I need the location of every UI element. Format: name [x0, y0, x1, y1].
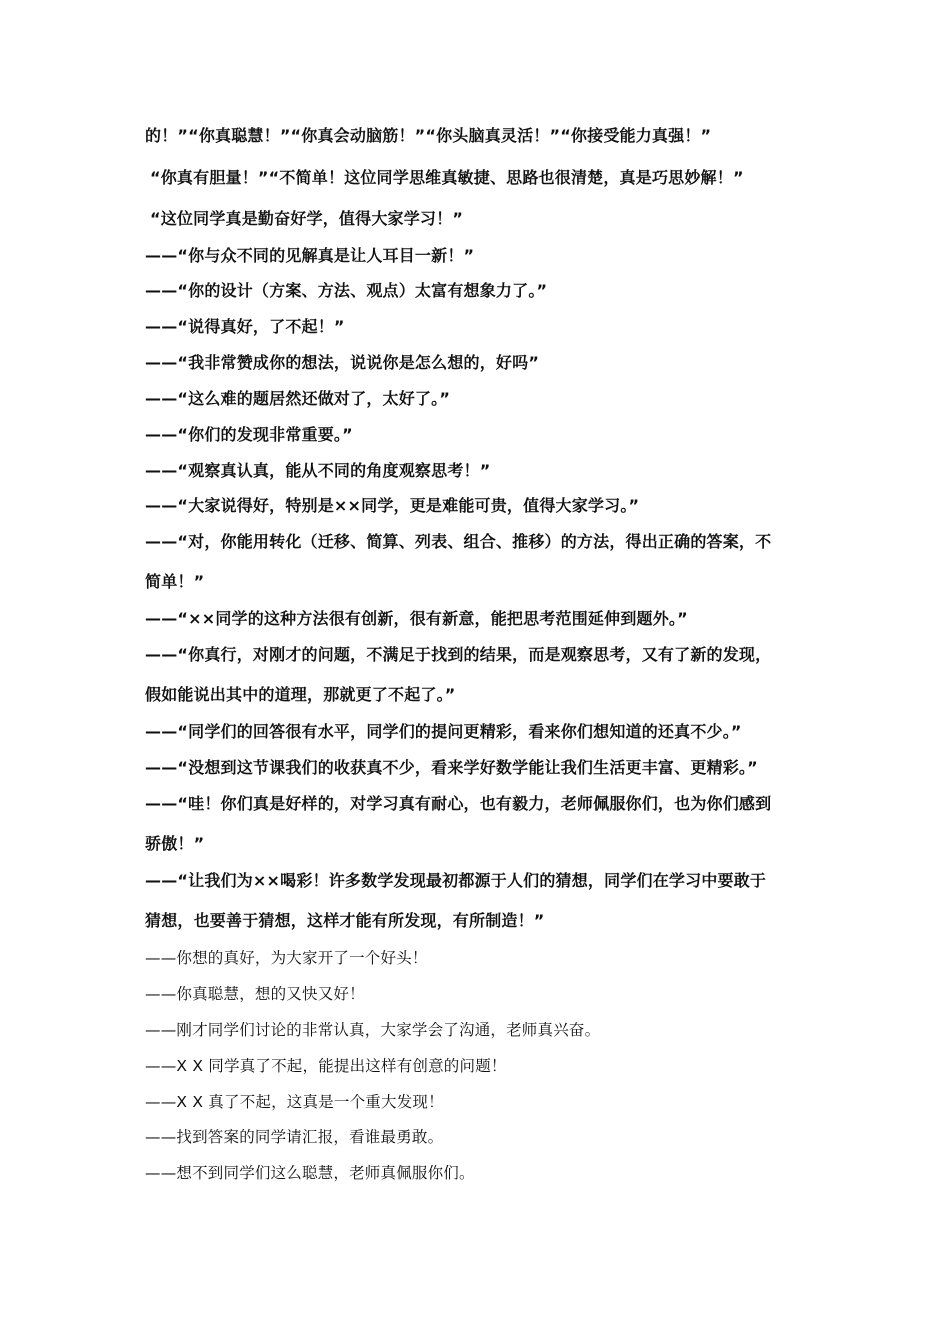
text-line: ——找到答案的同学请汇报，看谁最勇敢。: [145, 1128, 444, 1146]
text-line: ——“哇！你们真是好样的，对学习真有耐心，也有毅力，老师佩服你们，也为你们感到: [145, 794, 772, 813]
text-line: ——你真聪慧，想的又快又好！: [145, 985, 365, 1003]
text-line: ——“你的设计（方案、方法、观点）太富有想象力了。”: [145, 281, 548, 300]
text-line: 的！”“你真聪慧！”“你真会动脑筋！”“你头脑真灵活！”“你接受能力真强！”: [145, 126, 712, 145]
text-line: “你真有胆量！”“不简单！这位同学思维真敏捷、思路也很清楚，真是巧思妙解！”: [150, 168, 744, 187]
text-line: 简单！”: [145, 572, 205, 591]
text-line: ——“观察真认真，能从不同的角度观察思考！”: [145, 461, 491, 480]
text-line: ——X X 同学真了不起，能提出这样有创意的问题！: [145, 1057, 507, 1075]
text-line: ——“这么难的题居然还做对了，太好了。”: [145, 389, 451, 408]
text-line: ——“让我们为××喝彩！许多数学发现最初都源于人们的猜想，同学们在学习中要敢于: [145, 871, 767, 890]
text-line: ——“对，你能用转化（迁移、简算、列表、组合、推移）的方法，得出正确的答案，不: [145, 532, 772, 551]
text-line: “这位同学真是勤奋好学，值得大家学习！”: [150, 209, 464, 228]
text-line: ——想不到同学们这么聪慧，老师真佩服你们。: [145, 1164, 475, 1182]
text-line: 假如能说出其中的道理，那就更了不起了。”: [145, 685, 456, 704]
text-line: ——你想的真好，为大家开了一个好头！: [145, 949, 428, 967]
text-line: ——“你真行，对刚才的问题，不满足于找到的结果，而是观察思考，又有了新的发现，: [145, 645, 772, 664]
text-line: ——“你们的发现非常重要。”: [145, 425, 353, 444]
text-line: 猜想，也要善于猜想，这样才能有所发现，有所制造！”: [145, 911, 545, 930]
text-line: ——“你与众不同的见解真是让人耳目一新！”: [145, 246, 475, 265]
text-line: ——“××同学的这种方法很有创新，很有新意，能把思考范围延伸到题外。”: [145, 609, 688, 628]
text-line: ——“没想到这节课我们的收获真不少，看来学好数学能让我们生活更丰富、更精彩。”: [145, 758, 758, 777]
text-line: ——“我非常赞成你的想法，说说你是怎么想的，好吗”: [145, 353, 540, 372]
text-line: ——“大家说得好，特别是××同学，更是难能可贵，值得大家学习。”: [145, 496, 640, 515]
text-line: 骄傲！”: [145, 834, 205, 853]
text-line: ——“同学们的回答很有水平，同学们的提问更精彩，看来你们想知道的还真不少。”: [145, 722, 742, 741]
text-line: ——X X 真了不起，这真是一个重大发现！: [145, 1093, 444, 1111]
text-line: ——“说得真好，了不起！”: [145, 317, 345, 336]
text-line: ——刚才同学们讨论的非常认真，大家学会了沟通，老师真兴奋。: [145, 1021, 601, 1039]
